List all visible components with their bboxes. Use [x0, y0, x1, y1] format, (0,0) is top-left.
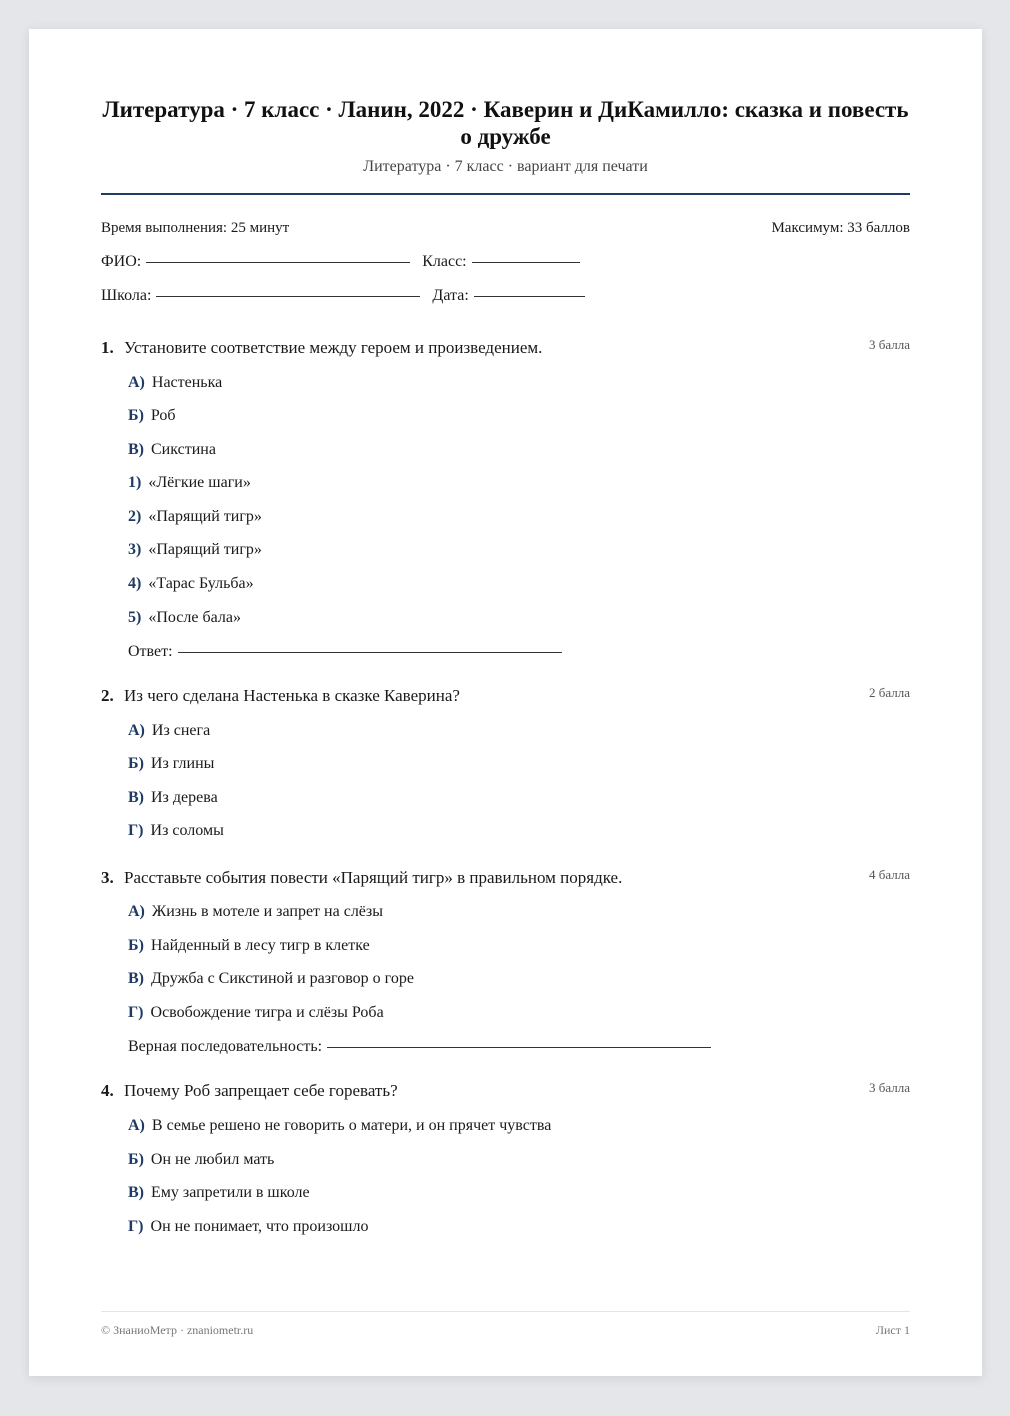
answer-label: Верная последовательность:	[128, 1038, 323, 1055]
option-text: Ему запретили в школе	[151, 1184, 310, 1201]
option-text: Из соломы	[150, 822, 224, 839]
option[interactable]	[128, 970, 414, 988]
option[interactable]	[128, 903, 383, 921]
date-field[interactable]	[474, 295, 585, 297]
option[interactable]	[128, 789, 218, 807]
question-text: Из чего сделана Настенька в сказке Каверина?	[124, 686, 460, 705]
page-title: Литература · 7 класс · Ланин, 2022 · Каверин и ДиКамилло: сказка и повесть о дружбе	[102, 97, 909, 149]
class-label: Класс:	[422, 253, 467, 270]
option-label: Г)	[128, 1218, 144, 1235]
question-number: 1.	[101, 338, 114, 357]
option[interactable]	[128, 1184, 310, 1202]
question-header	[101, 1081, 910, 1101]
option-text: Освобождение тигра и слёзы Роба	[150, 1004, 384, 1021]
option-label: В)	[128, 789, 144, 806]
option-label: А)	[128, 722, 145, 739]
option-text: Найденный в лесу тигр в клетке	[150, 937, 370, 954]
option-text: Он не понимает, что произошло	[150, 1218, 369, 1235]
option-label: Г)	[128, 822, 144, 839]
option-label: В)	[128, 970, 144, 987]
question-4	[101, 1080, 910, 1235]
option[interactable]	[128, 374, 222, 392]
option-text: «Лёгкие шаги»	[148, 474, 251, 491]
school-label: Школа:	[101, 287, 152, 304]
option-text: «После бала»	[148, 609, 241, 626]
option[interactable]	[128, 1004, 384, 1022]
option-label: 5)	[128, 609, 142, 626]
option[interactable]	[128, 407, 176, 425]
option-label: Б)	[128, 407, 144, 424]
option-text: Из глины	[150, 755, 215, 772]
question-text: Установите соответствие между героем и произведением.	[124, 338, 543, 357]
page-footer	[101, 1323, 910, 1338]
option[interactable]	[128, 755, 214, 773]
time-limit: Время выполнения: 25 минут	[101, 220, 290, 236]
question-points: 2 балла	[869, 685, 910, 700]
date-label: Дата:	[432, 287, 469, 304]
footer-divider	[101, 1311, 910, 1312]
option-text: В семье решено не говорить о матери, и он прячет чувства	[151, 1117, 552, 1134]
question-text: Почему Роб запрещает себе горевать?	[124, 1081, 398, 1100]
option-text: Он не любил мать	[150, 1151, 275, 1168]
answer-field[interactable]	[178, 651, 562, 653]
option[interactable]	[128, 474, 251, 492]
option-label: В)	[128, 441, 144, 458]
school-date-row	[101, 287, 597, 305]
page-number: Лист 1	[875, 1323, 910, 1337]
option[interactable]	[128, 722, 210, 740]
question-header	[101, 868, 910, 888]
option[interactable]	[128, 441, 216, 459]
option[interactable]	[128, 1151, 274, 1169]
option[interactable]	[128, 1218, 368, 1236]
option-text: Дружба с Сикстиной и разговор о горе	[151, 970, 414, 987]
fio-field[interactable]	[146, 261, 410, 263]
option[interactable]	[128, 575, 254, 593]
class-field[interactable]	[472, 261, 580, 263]
option-text: Сикстина	[151, 441, 216, 458]
option[interactable]	[128, 508, 262, 526]
question-points: 3 балла	[869, 337, 910, 352]
option-text: «Парящий тигр»	[148, 541, 262, 558]
option-label: Б)	[128, 1151, 144, 1168]
option-label: 4)	[128, 575, 142, 592]
option[interactable]	[128, 541, 262, 559]
option-label: Б)	[128, 937, 144, 954]
question-number: 2.	[101, 686, 114, 705]
question-3	[101, 867, 910, 1055]
question-2	[101, 685, 910, 839]
question-number: 3.	[101, 868, 114, 887]
option-label: 1)	[128, 474, 142, 491]
answer-row	[128, 1038, 723, 1056]
fio-class-row	[101, 253, 592, 271]
option-text: Роб	[150, 407, 176, 424]
option-text: «Тарас Бульба»	[148, 575, 254, 592]
option-text: Из снега	[151, 722, 211, 739]
question-points: 3 балла	[869, 1080, 910, 1095]
option-text: Из дерева	[151, 789, 218, 806]
option[interactable]	[128, 937, 370, 955]
option-text: Настенька	[151, 374, 223, 391]
question-text: Расставьте события повести «Парящий тигр» в правильном порядке.	[124, 868, 623, 887]
option[interactable]	[128, 609, 241, 627]
question-number: 4.	[101, 1081, 114, 1100]
question-header	[101, 686, 910, 706]
option-label: 2)	[128, 508, 142, 525]
option-label: А)	[128, 1117, 145, 1134]
school-field[interactable]	[156, 295, 420, 297]
option-label: Б)	[128, 755, 144, 772]
footer-copyright: © ЗнаниоМетр · znaniometr.ru	[101, 1323, 254, 1337]
option-label: Г)	[128, 1004, 144, 1021]
option[interactable]	[128, 822, 224, 840]
question-points: 4 балла	[869, 867, 910, 882]
question-1	[101, 337, 910, 660]
fio-label: ФИО:	[101, 253, 142, 270]
option-label: 3)	[128, 541, 142, 558]
paper-sheet	[29, 29, 982, 1376]
option-text: Жизнь в мотеле и запрет на слёзы	[151, 903, 383, 920]
option[interactable]	[128, 1117, 551, 1135]
question-header	[101, 338, 910, 358]
option-label: А)	[128, 903, 145, 920]
page-subtitle: Литература · 7 класс · вариант для печати	[363, 158, 648, 175]
header-divider	[101, 193, 910, 195]
meta-row	[101, 220, 910, 237]
answer-row	[128, 643, 574, 661]
option-label: В)	[128, 1184, 144, 1201]
option-text: «Парящий тигр»	[148, 508, 262, 525]
answer-label: Ответ:	[128, 643, 173, 660]
option-label: А)	[128, 374, 145, 391]
answer-field[interactable]	[327, 1046, 711, 1048]
max-score: Максимум: 33 баллов	[771, 220, 910, 236]
